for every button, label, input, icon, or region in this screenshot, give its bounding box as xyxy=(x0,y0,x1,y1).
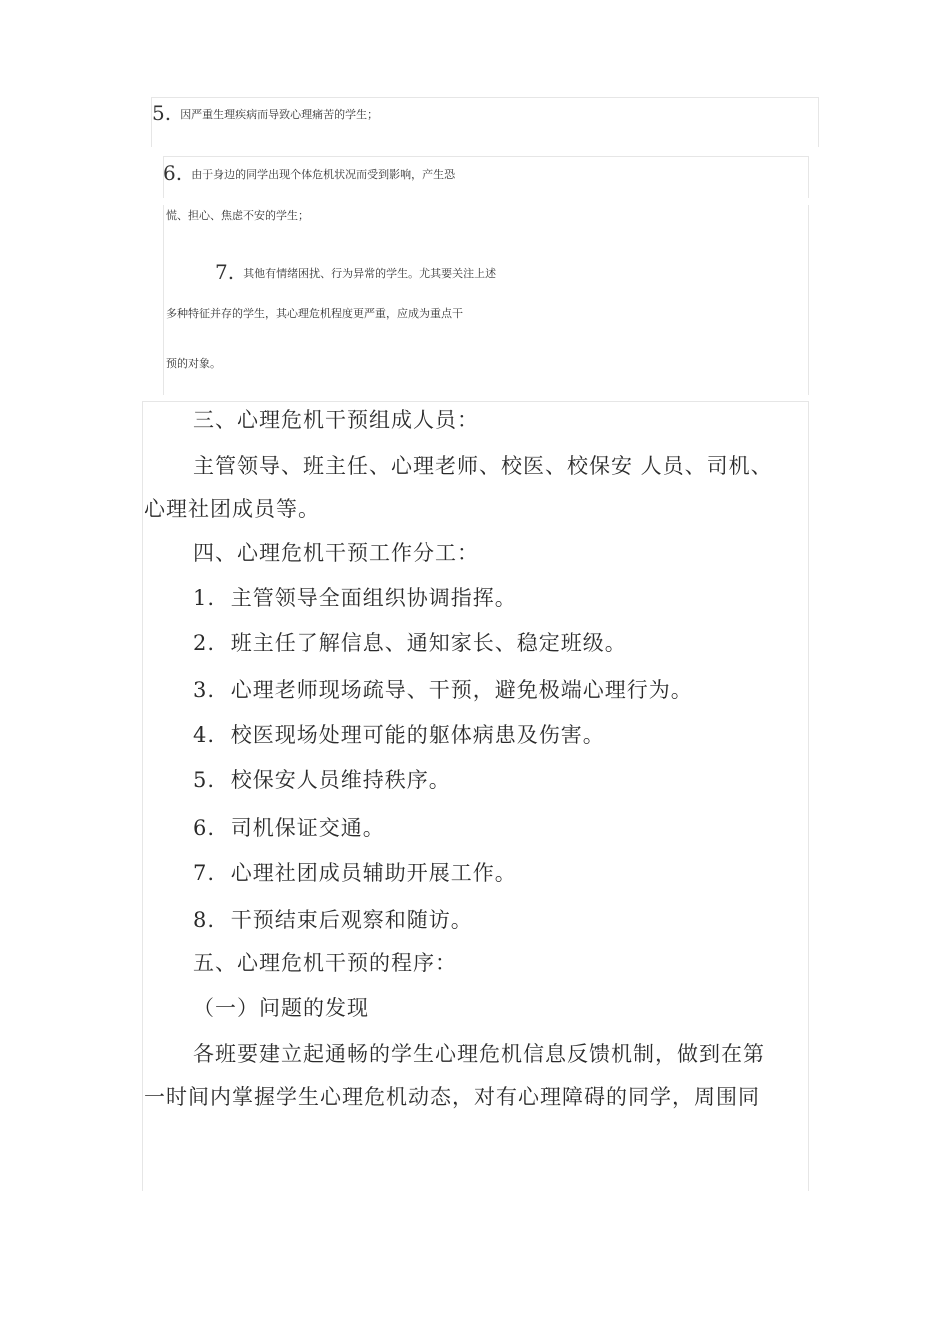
duty-item-number: 2. xyxy=(193,631,216,655)
duty-item-number: 6. xyxy=(193,816,216,840)
list-item-text: 由于身边的同学出现个体危机状况而受到影响，产生恐 xyxy=(191,168,456,181)
duty-item-text: 心理老师现场疏导、干预，避免极端心理行为。 xyxy=(230,678,693,702)
list-item-7 xyxy=(215,260,496,284)
section-5-subheading: （一）问题的发现 xyxy=(193,996,369,1020)
duty-item-number: 3. xyxy=(193,678,216,702)
list-item-6-continuation: 慌、担心、焦虑不安的学生； xyxy=(166,209,309,222)
duty-item-text: 校医现场处理可能的躯体病患及伤害。 xyxy=(230,723,605,747)
section-5-heading: 五、心理危机干预的程序： xyxy=(193,951,457,975)
duty-item-number: 1. xyxy=(193,586,216,610)
duty-item-4 xyxy=(193,719,605,749)
list-item-number: 5. xyxy=(152,101,172,125)
list-item-6 xyxy=(163,161,455,185)
list-item-7-continuation-2: 预的对象。 xyxy=(166,357,221,370)
frame-item7 xyxy=(163,205,809,395)
duty-item-text: 司机保证交通。 xyxy=(230,816,385,840)
list-item-number: 7. xyxy=(215,260,235,284)
duty-item-text: 校保安人员维持秩序。 xyxy=(230,768,451,792)
duty-item-number: 7. xyxy=(193,861,216,885)
section-3-line-1: 主管领导、班主任、心理老师、校医、校保安 人员、司机、 xyxy=(193,454,773,478)
duty-item-number: 5. xyxy=(193,768,216,792)
duty-item-7 xyxy=(193,857,517,887)
list-item-text: 其他有情绪困扰、行为异常的学生。尤其要关注上述 xyxy=(243,267,497,280)
duty-item-text: 班主任了解信息、通知家长、稳定班级。 xyxy=(230,631,627,655)
list-item-5 xyxy=(152,101,378,125)
duty-item-1 xyxy=(193,582,517,612)
section-3-line-2: 心理社团成员等。 xyxy=(144,497,320,521)
section-5-paragraph-line-1: 各班要建立起通畅的学生心理危机信息反馈机制，做到在第 xyxy=(193,1042,765,1066)
duty-item-text: 心理社团成员辅助开展工作。 xyxy=(230,861,517,885)
duty-item-8 xyxy=(193,904,473,934)
duty-item-text: 干预结束后观察和随访。 xyxy=(230,908,473,932)
list-item-7-continuation-1: 多种特征并存的学生，其心理危机程度更严重，应成为重点干 xyxy=(166,307,463,320)
section-5-paragraph-line-2: 一时间内掌握学生心理危机动态，对有心理障碍的同学，周围同 xyxy=(144,1085,760,1109)
duty-item-2 xyxy=(193,627,627,657)
duty-item-6 xyxy=(193,812,385,842)
section-4-heading: 四、心理危机干预工作分工： xyxy=(193,541,479,565)
duty-item-number: 8. xyxy=(193,908,216,932)
list-item-number: 6. xyxy=(163,161,183,185)
duty-item-3 xyxy=(193,674,693,704)
list-item-text: 因严重生理疾病而导致心理痛苦的学生； xyxy=(180,108,379,121)
duty-item-5 xyxy=(193,764,451,794)
duty-item-text: 主管领导全面组织协调指挥。 xyxy=(230,586,517,610)
duty-item-number: 4. xyxy=(193,723,216,747)
section-3-heading: 三、心理危机干预组成人员： xyxy=(193,408,479,432)
